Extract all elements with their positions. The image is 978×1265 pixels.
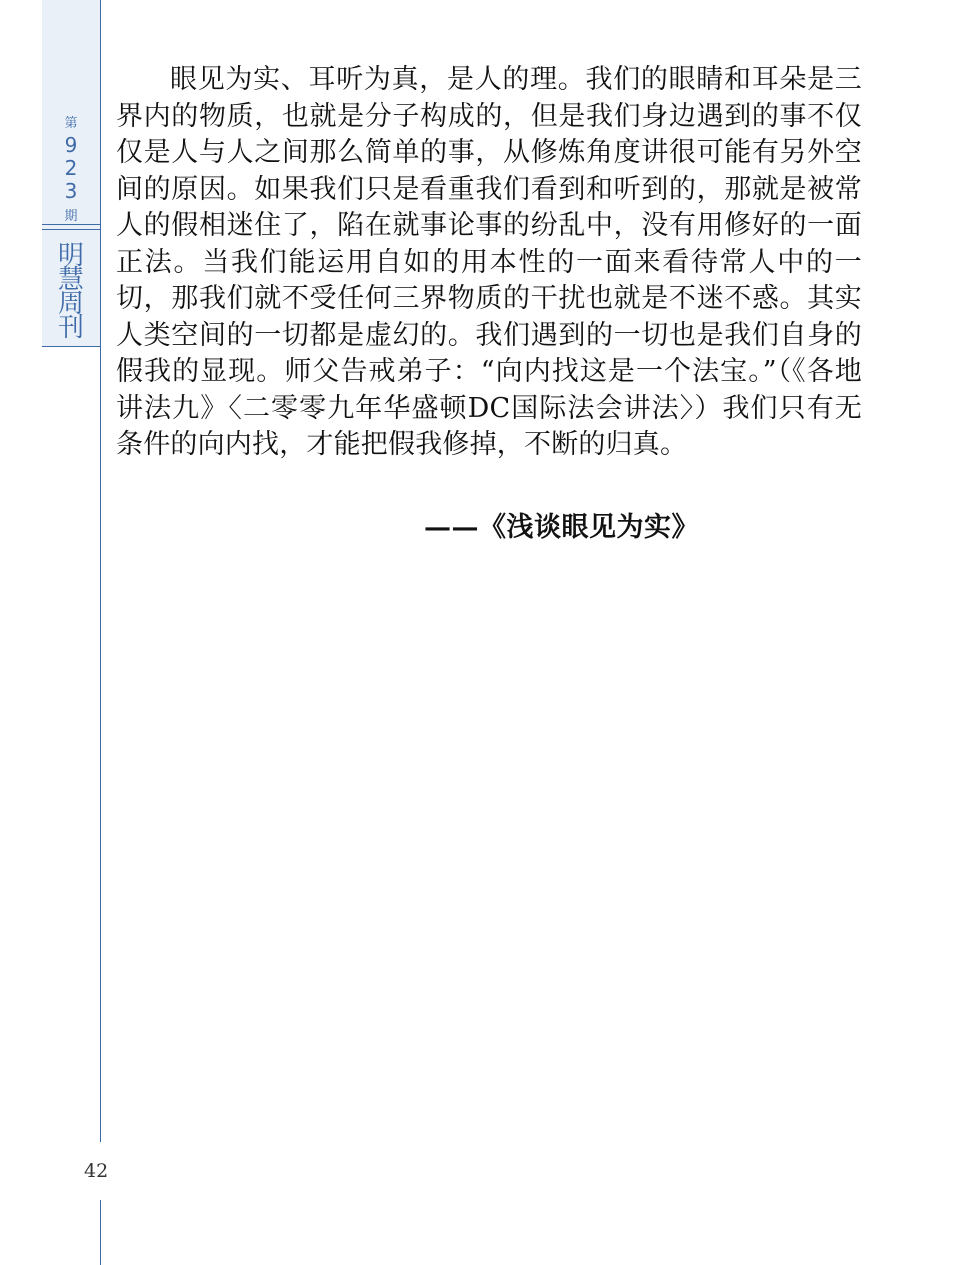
issue-digit: 9 <box>64 133 78 157</box>
issue-digit: 2 <box>64 156 78 180</box>
article-body <box>116 62 862 464</box>
issue-suffix: 期 <box>64 209 78 224</box>
magazine-title-char: 明 <box>57 241 84 271</box>
issue-prefix: 第 <box>64 116 78 131</box>
sidebar-divider <box>42 229 100 230</box>
magazine-title <box>42 241 100 343</box>
page-number: 42 <box>84 1160 109 1182</box>
sidebar-divider <box>42 346 100 347</box>
article-source: ——《浅谈眼见为实》 <box>424 512 699 543</box>
issue-digit: 3 <box>64 179 78 203</box>
margin-rule <box>100 0 101 1142</box>
magazine-title-char: 周 <box>57 289 84 319</box>
margin-rule <box>100 1200 101 1265</box>
article-paragraph: 眼见为实、耳听为真，是人的理。我们的眼睛和耳朵是三界内的物质，也就是分子构成的，但是我们身边遇到的事不仅仅是人与人之间那么简单的事，从修炼角度讲很可能有另外空间的原因。如果我们只是看重我们看到和听到的，那就是被常人的假相迷住了，陷在就事论事的纷乱中，没有用修好的一面正法。当我们能运用自如的用本性的一面来看待常人中的一切，那我们就不受任何三界物质的干扰也就是不迷不惑。其实人类空间的一切都是虚幻的。我们遇到的一切也是我们自身的假我的显现。师父告戒弟子：“向内找这是一个法宝。”（《各地讲法九》〈二零零九年华盛顿DC国际法会讲法〉）我们只有无条件的向内找，才能把假我修掉，不断的归真。 <box>116 64 862 460</box>
sidebar-divider <box>42 224 100 225</box>
magazine-title-char: 慧 <box>57 265 84 295</box>
magazine-title-char: 刊 <box>57 313 84 343</box>
